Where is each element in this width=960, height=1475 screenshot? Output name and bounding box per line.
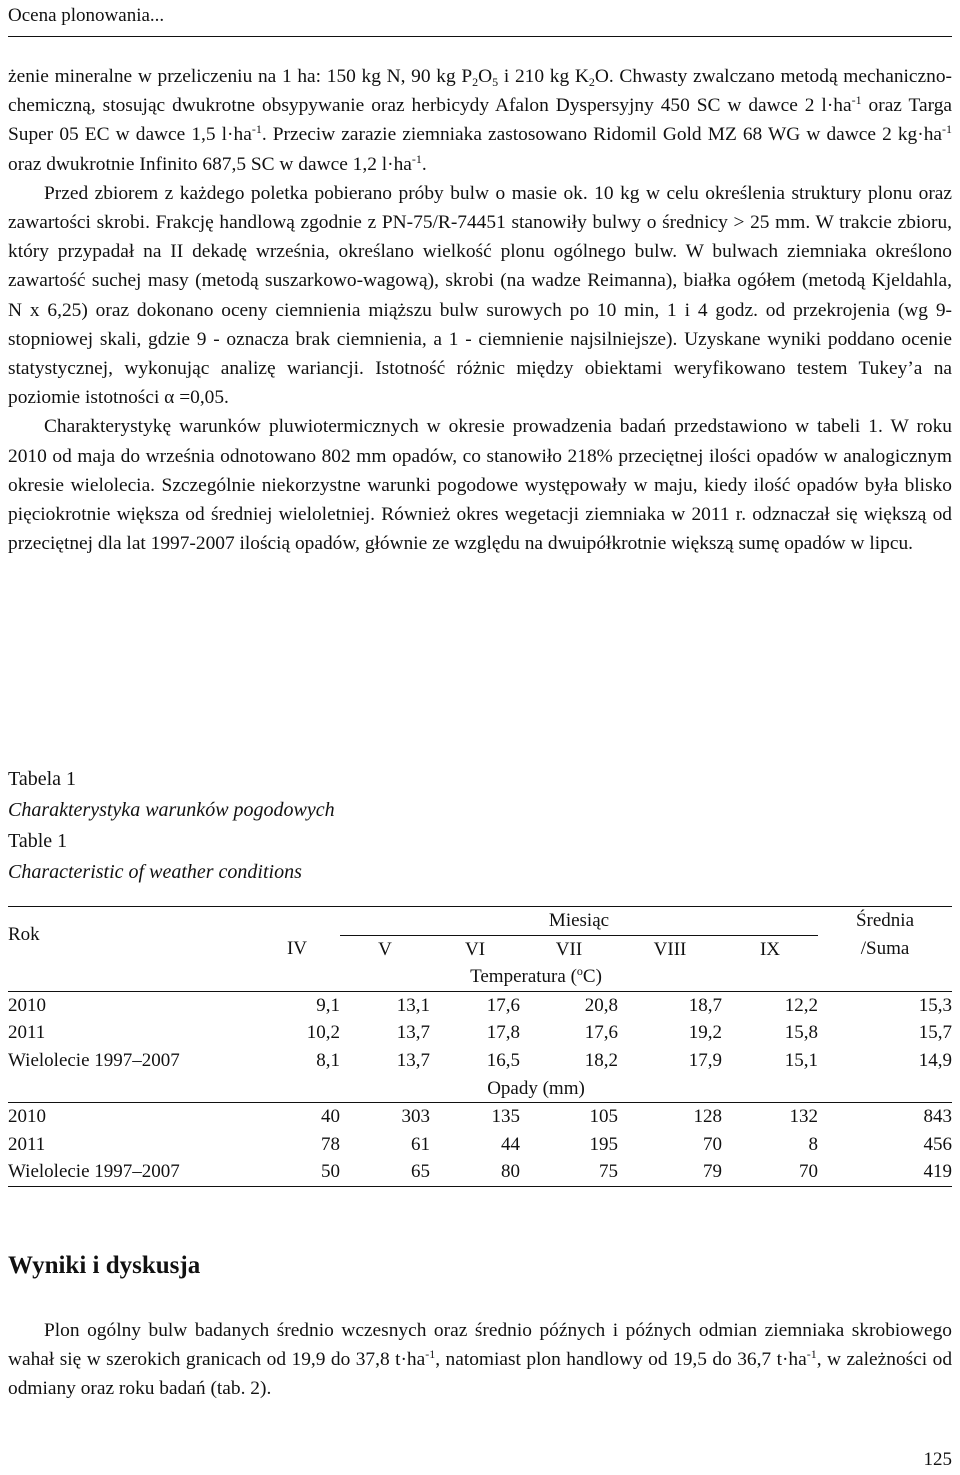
- superscript: -1: [851, 93, 862, 108]
- cell: 19,2: [688, 1022, 722, 1044]
- text-run: . Przeciw zarazie ziemniaka zastosowano Ridomil Gold MZ 68 WG w dawce 2 kg·ha: [261, 124, 942, 146]
- cell: 18,2: [584, 1049, 618, 1071]
- cell-mean: 14,9: [918, 1049, 952, 1071]
- text-run: oraz dwukrotnie Infinito 687,5 SC w dawce 1,2 l·ha: [8, 153, 412, 175]
- cell: 17,8: [486, 1022, 520, 1044]
- row-year: 2011: [8, 1133, 46, 1155]
- cell: 128: [693, 1106, 722, 1128]
- weather-table-wrapper: [8, 906, 952, 1187]
- superscript: -1: [411, 151, 422, 166]
- section-heading: Wyniki i dyskusja: [8, 1252, 201, 1279]
- row-year: Wielolecie 1997–2007: [8, 1049, 180, 1071]
- cell: 17,6: [486, 994, 520, 1016]
- cell: 195: [589, 1133, 618, 1155]
- superscript: -1: [251, 122, 262, 137]
- cell: 105: [589, 1106, 618, 1128]
- table-title-en: Characteristic of weather conditions: [8, 861, 302, 883]
- table-row: [8, 1131, 952, 1159]
- paragraph-sampling: Przed zbiorem z każdego poletka pobierano próby bulw o masie ok. 10 kg w celu określenia struktury plonu oraz zawartości skrobi. Frakcję handlową zgodnie z PN-75/R-74451 stanowiły bulwy o średnicy > 25 mm. W trakcie zbioru, który przypadał na II dekadę września, określano wielkość plonu ogólnego bulw. W bulwach ziemniaka określono zawartość suchej masy (metodą suszarkowo-wagową), skrobi (na wadze Reimanna), białka ogółem (metodą Kjeldahla, N x 6,25) oraz dokonano oceny ciemnienia miąższu bulw surowych po 10 min, 1 i 4 godz. od przekrojenia (wg 9-stopniowej skali, gdzie 9 - oznacza brak ciemnienia, a 1 - ciemnienie najsilniejsze). Uzyskane wyniki poddano ocenie statystycznej, wykonując analizę wariancji. Istotność różnic między obiektami weryfikowano testem Tukey’a na poziomie istotności α =0,05.: [8, 182, 952, 409]
- cell: 132: [789, 1106, 818, 1128]
- cell: 135: [491, 1106, 520, 1128]
- month-header: V: [378, 938, 392, 960]
- header-miesiac: Miesiąc: [340, 907, 818, 936]
- superscript: -1: [425, 1347, 436, 1362]
- cell: 44: [501, 1133, 520, 1155]
- superscript: -1: [806, 1347, 817, 1362]
- row-year: 2010: [8, 1106, 46, 1128]
- row-year: 2011: [8, 1022, 46, 1044]
- subscript: 2: [472, 75, 479, 89]
- header-rok: Rok: [8, 907, 254, 964]
- cell: 16,5: [486, 1049, 520, 1071]
- table-label-en: Table 1: [8, 830, 68, 852]
- temperature-unit: C): [582, 966, 602, 988]
- cell: 20,8: [584, 994, 618, 1016]
- table-row: [8, 1047, 952, 1075]
- text-run: O. Chwasty zwalczano metodą mechaniczno-chemiczną, stosując dwukrotne obsypywanie oraz herbicydy Afalon Dyspersyjny 450 SC w dawce 2 l·ha: [8, 66, 952, 117]
- text-run: .: [421, 153, 427, 175]
- cell: 70: [722, 1158, 818, 1186]
- superscript: -1: [942, 122, 952, 137]
- cell-mean: 419: [818, 1158, 952, 1186]
- row-year: 2010: [8, 994, 46, 1016]
- table-label-pl: Tabela 1: [8, 768, 77, 790]
- cell: 12,2: [784, 994, 818, 1016]
- text-run: oraz Targa Super 05 EC w dawce 1,5 l·ha: [8, 95, 952, 146]
- cell: 50: [254, 1158, 340, 1186]
- table-row: [8, 1158, 952, 1186]
- cell: 65: [340, 1158, 430, 1186]
- cell: 15,8: [784, 1022, 818, 1044]
- cell-mean: 15,3: [918, 994, 952, 1016]
- cell: 78: [321, 1133, 340, 1155]
- text-run: , natomiast plon handlowy od 19,5 do 36,7 t·ha: [435, 1349, 807, 1371]
- cell: 75: [520, 1158, 618, 1186]
- section-temperature: [254, 963, 818, 991]
- cell-mean: 456: [923, 1133, 952, 1155]
- month-header: IX: [759, 938, 781, 960]
- cell: 79: [618, 1158, 722, 1186]
- cell: 17,6: [584, 1022, 618, 1044]
- weather-table: [8, 906, 952, 1187]
- cell: 9,1: [316, 994, 340, 1016]
- text-run: i 210 kg K: [498, 66, 589, 87]
- table-row: [8, 1103, 952, 1131]
- cell: 61: [411, 1133, 430, 1155]
- section-precipitation: Opady (mm): [254, 1075, 818, 1103]
- temperature-label: Temperatura (: [470, 966, 577, 988]
- paragraph-weather: Charakterystykę warunków pluwiotermicznych w okresie prowadzenia badań przedstawiono w tabeli 1. W roku 2010 od maja do września odnotowano 802 mm opadów, co stanowiło 218% przeciętnej ilości opadów w analogicznym okresie wielolecia. Szczególnie niekorzystne warunki pogodowe występowały w maju, kiedy ilość opadów była blisko pięciokrotnie większa od średniej wieloletniej. Również okres wegetacji ziemniaka w 2011 r. odznaczał się większą od przeciętnej dla lat 1997-2007 ilością opadów, głównie ze względu na dwuipółkrotnie większą sumę opadów w lipcu.: [8, 416, 952, 555]
- header-srednia: Średnia: [818, 907, 952, 936]
- cell: 10,2: [306, 1022, 340, 1044]
- cell: 8: [808, 1133, 818, 1155]
- table-row: [8, 1019, 952, 1047]
- cell: 8,1: [316, 1049, 340, 1071]
- row-year: Wielolecie 1997–2007: [8, 1158, 254, 1186]
- cell: 15,1: [784, 1049, 818, 1071]
- paragraph-results: [8, 1316, 952, 1404]
- text-run: żenie mineralne w przeliczeniu na 1 ha: 150 kg N, 90 kg P: [8, 66, 473, 87]
- body-text-top: [8, 62, 952, 558]
- cell: 17,9: [688, 1049, 722, 1071]
- cell: 18,7: [688, 994, 722, 1016]
- body-text-bottom: [8, 1316, 952, 1404]
- cell: 40: [321, 1106, 340, 1128]
- header-suma: /Suma: [860, 938, 910, 960]
- header-rule: [8, 36, 952, 37]
- paragraph-fertilization: [8, 62, 952, 179]
- cell: 70: [703, 1133, 722, 1155]
- table-caption: [8, 764, 952, 888]
- month-header: IV: [286, 938, 308, 960]
- cell: 13,7: [396, 1049, 430, 1071]
- text-run: , w zależności od odmiany oraz roku badań (tab. 2).: [8, 1349, 953, 1400]
- subscript: 2: [588, 75, 595, 89]
- running-header: Ocena plonowania...: [8, 5, 165, 26]
- table-row: [8, 991, 952, 1019]
- cell-mean: 843: [923, 1106, 952, 1128]
- subscript: 5: [492, 75, 499, 89]
- month-header: VI: [464, 938, 486, 960]
- table-title-pl: Charakterystyka warunków pogodowych: [8, 799, 335, 821]
- text-run: Plon ogólny bulw badanych średnio wczesnych oraz średnio późnych i późnych odmian ziemniaka skrobiowego wahał się w szerokich granicach od 19,9 do 37,8 t·ha: [8, 1320, 952, 1371]
- cell: 80: [430, 1158, 520, 1186]
- cell: 303: [401, 1106, 430, 1128]
- page-number: 125: [923, 1449, 952, 1470]
- month-header: VII: [555, 938, 583, 960]
- cell: 13,7: [396, 1022, 430, 1044]
- cell: 13,1: [396, 994, 430, 1016]
- month-header: VIII: [653, 938, 687, 960]
- degree-superscript: o: [576, 964, 583, 979]
- cell-mean: 15,7: [918, 1022, 952, 1044]
- text-run: O: [478, 66, 493, 87]
